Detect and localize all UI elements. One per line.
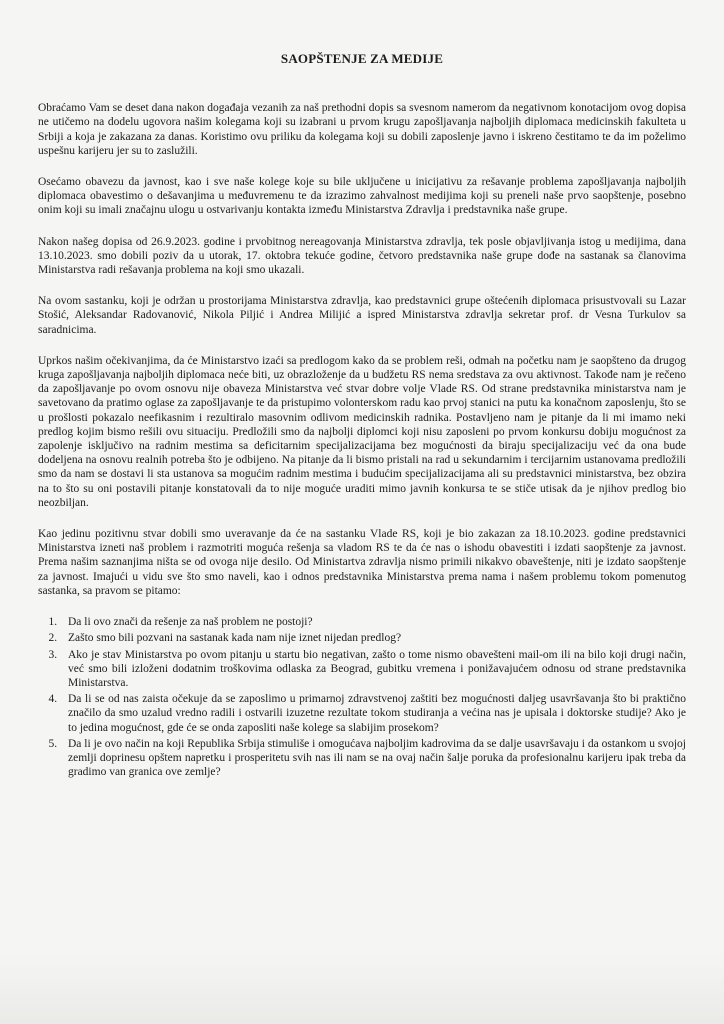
list-item: 2. Zašto smo bili pozvani na sastanak kada nam nije iznet nijedan predlog? [60, 631, 686, 645]
paragraph: Na ovom sastanku, koji je održan u prostorijama Ministarstva zdravlja, kao predstavnici grupe oštećenih diplomaca prisustvovali su Lazar Stošić, Aleksandar Radovanović, Nikola Piljić i Andrea Milijić a ispred Ministarstva zdravlja sekretar prof. dr Vesna Turkulov sa saradnicima. [38, 295, 686, 336]
document-body [38, 52, 686, 781]
list-item: 1. Da li ovo znači da rešenje za naš problem ne postoji? [60, 615, 686, 629]
scan-shading [0, 954, 724, 1024]
paragraph: Obraćamo Vam se deset dana nakon događaja vezanih za naš prethodni dopis sa svesnom namerom da negativnom konotacijom ovog dopisa ne utičemo na dodelu ugovora našim kolegama koji su izabrani u prvom krugu zapošljavanja najboljih diplomaca medicinskih fakulteta u Srbiji a koja je zakazana za danas. Koristimo ovu priliku da kolegama koji su dobili zaposlenje javno i iskreno čestitamo te da im poželimo uspešnu karijeru jer su to zaslužili. [38, 102, 686, 157]
list-item: 4. Da li se od nas zaista očekuje da se zaposlimo u primarnoj zdravstvenoj zaštiti bez mogućnosti daljeg usavršavanja što bi praktično značilo da smo uzalud vredno radili i ostvarili izuzetne rezultate tokom studiranja a većina nas je upisala i doktorske studije? Ako je to jedina mogućnost, gde će se onda zaposliti naše kolege sa slabijim prosekom? [60, 692, 686, 735]
paragraph: Nakon našeg dopisa od 26.9.2023. godine i prvobitnog nereagovanja Ministarstva zdravlja, tek posle objavljivanja istog u medijima, dana 13.10.2023. smo dobili poziv da u utorak, 17. oktobra tekuće godine, četvoro predstavnika naše grupe dođe na sastanak sa članovima Ministarstva radi rešavanja problema na koji smo ukazali. [38, 235, 686, 277]
list-item: 5. Da li je ovo način na koji Republika Srbija stimuliše i omogućava najboljim kadrovima da se dalje usavršavaju i da ostankom u svojoj zemlji doprinesu opštem napretku i prosperitetu svih nas ili nam se na ovaj način šalje poruka da profesionalnu karijeru ipak treba da gradimo van granica ove zemlje? [60, 737, 686, 780]
questions-list [38, 615, 686, 779]
list-item: 3. Ako je stav Ministarstva po ovom pitanju u startu bio negativan, zašto o tome nismo obavešteni mail-om ili na bilo koji drugi način, već smo bili izloženi dodatnim troškovima odlaska za Beograd, gubitku vremena i ponižavajućem odnosu od strane predstavnika Ministarstva. [60, 648, 686, 691]
paragraph: Uprkos našim očekivanjima, da će Ministarstvo izaći sa predlogom kako da se problem reši, odmah na početku nam je saopšteno da drugog kruga zapošljavanja najboljih diplomaca neće biti, uz obrazloženje da u budžetu RS nema sredstava za ovu aktivnost. Takođe nam je rečeno da zapošljavanje po ovom osnovu nije obaveza Ministarstva već stvar dobre volje Vlade RS. Od strane predstavnika ministarstva nam je savetovano da pratimo oglase za zapošljavanje te da pristupimo volonterskom radu kao prvoj stanici na putu ka konačnom zaposlenju, što se u prošlosti pokazalo neefikasnim i rezultiralo masovnim odlivom medicinskih radnika. Postavljeno nam je pitanje da li mi imamo neki predlog kojim bismo rešili ovu situaciju. Predložili smo da najbolji diplomci koji nisu zaposleni po prvom konkursu dobiju mogućnost za zapolenje isključivo na radnim mestima sa deficitarnim specijalizacijama bez mogućnosti da biraju specijalizaciju već da ona bude dodeljena na osnovu realnih potreba što je odbijeno. Na pitanje da li bismo pristali na rad u sekundarnim i tercijarnim ustanovama predložili smo da nam se dostavi li sta ustanova sa mogućim radnim mestima i budućim specijalizacijama ali su predstavnici ministarstva, bez obzira na to što su oni postavili pitanje konstatovali da to nije moguće uraditi mimo javnih konkursa te se stiče utisak da je njihov predlog bio neozbiljan. [38, 354, 686, 509]
document-title: SAOPŠTENJE ZA MEDIJE [280, 51, 444, 66]
paragraph: Osećamo obavezu da javnost, kao i sve naše kolege koje su bile uključene u inicijativu za rešavanje problema zapošljavanja najboljih diplomaca obavestimo o dešavanjima u međuvremenu te da izrazimo zahvalnost medijima koji su preneli naše prvo saopštenje, posebno onim koji su imali značajnu ulogu u ostvarivanju kontakta između Ministarstva Zdravlja i predstavnika naše grupe. [38, 176, 686, 217]
paragraph: Kao jedinu pozitivnu stvar dobili smo uveravanje da će na sastanku Vlade RS, koji je bio zakazan za 18.10.2023. godine predstavnici Ministarstva izneti naš problem i razmotriti moguća rešenja sa vladom RS te da će nas o ishodu obavestiti i izdati saopštenje za javnost. Prema našim saznanjima ništa se od ovoga nije desilo. Od Ministartva zdravlja nismo primili nikakvo obaveštenje, niti je izdato saopštenje za javnost. Imajući u vidu sve što smo naveli, kao i odnos predstavnika Ministarstva prema nama i našem problemu tokom pomenutog sastanka, sa pravom se pitamo: [38, 528, 686, 597]
